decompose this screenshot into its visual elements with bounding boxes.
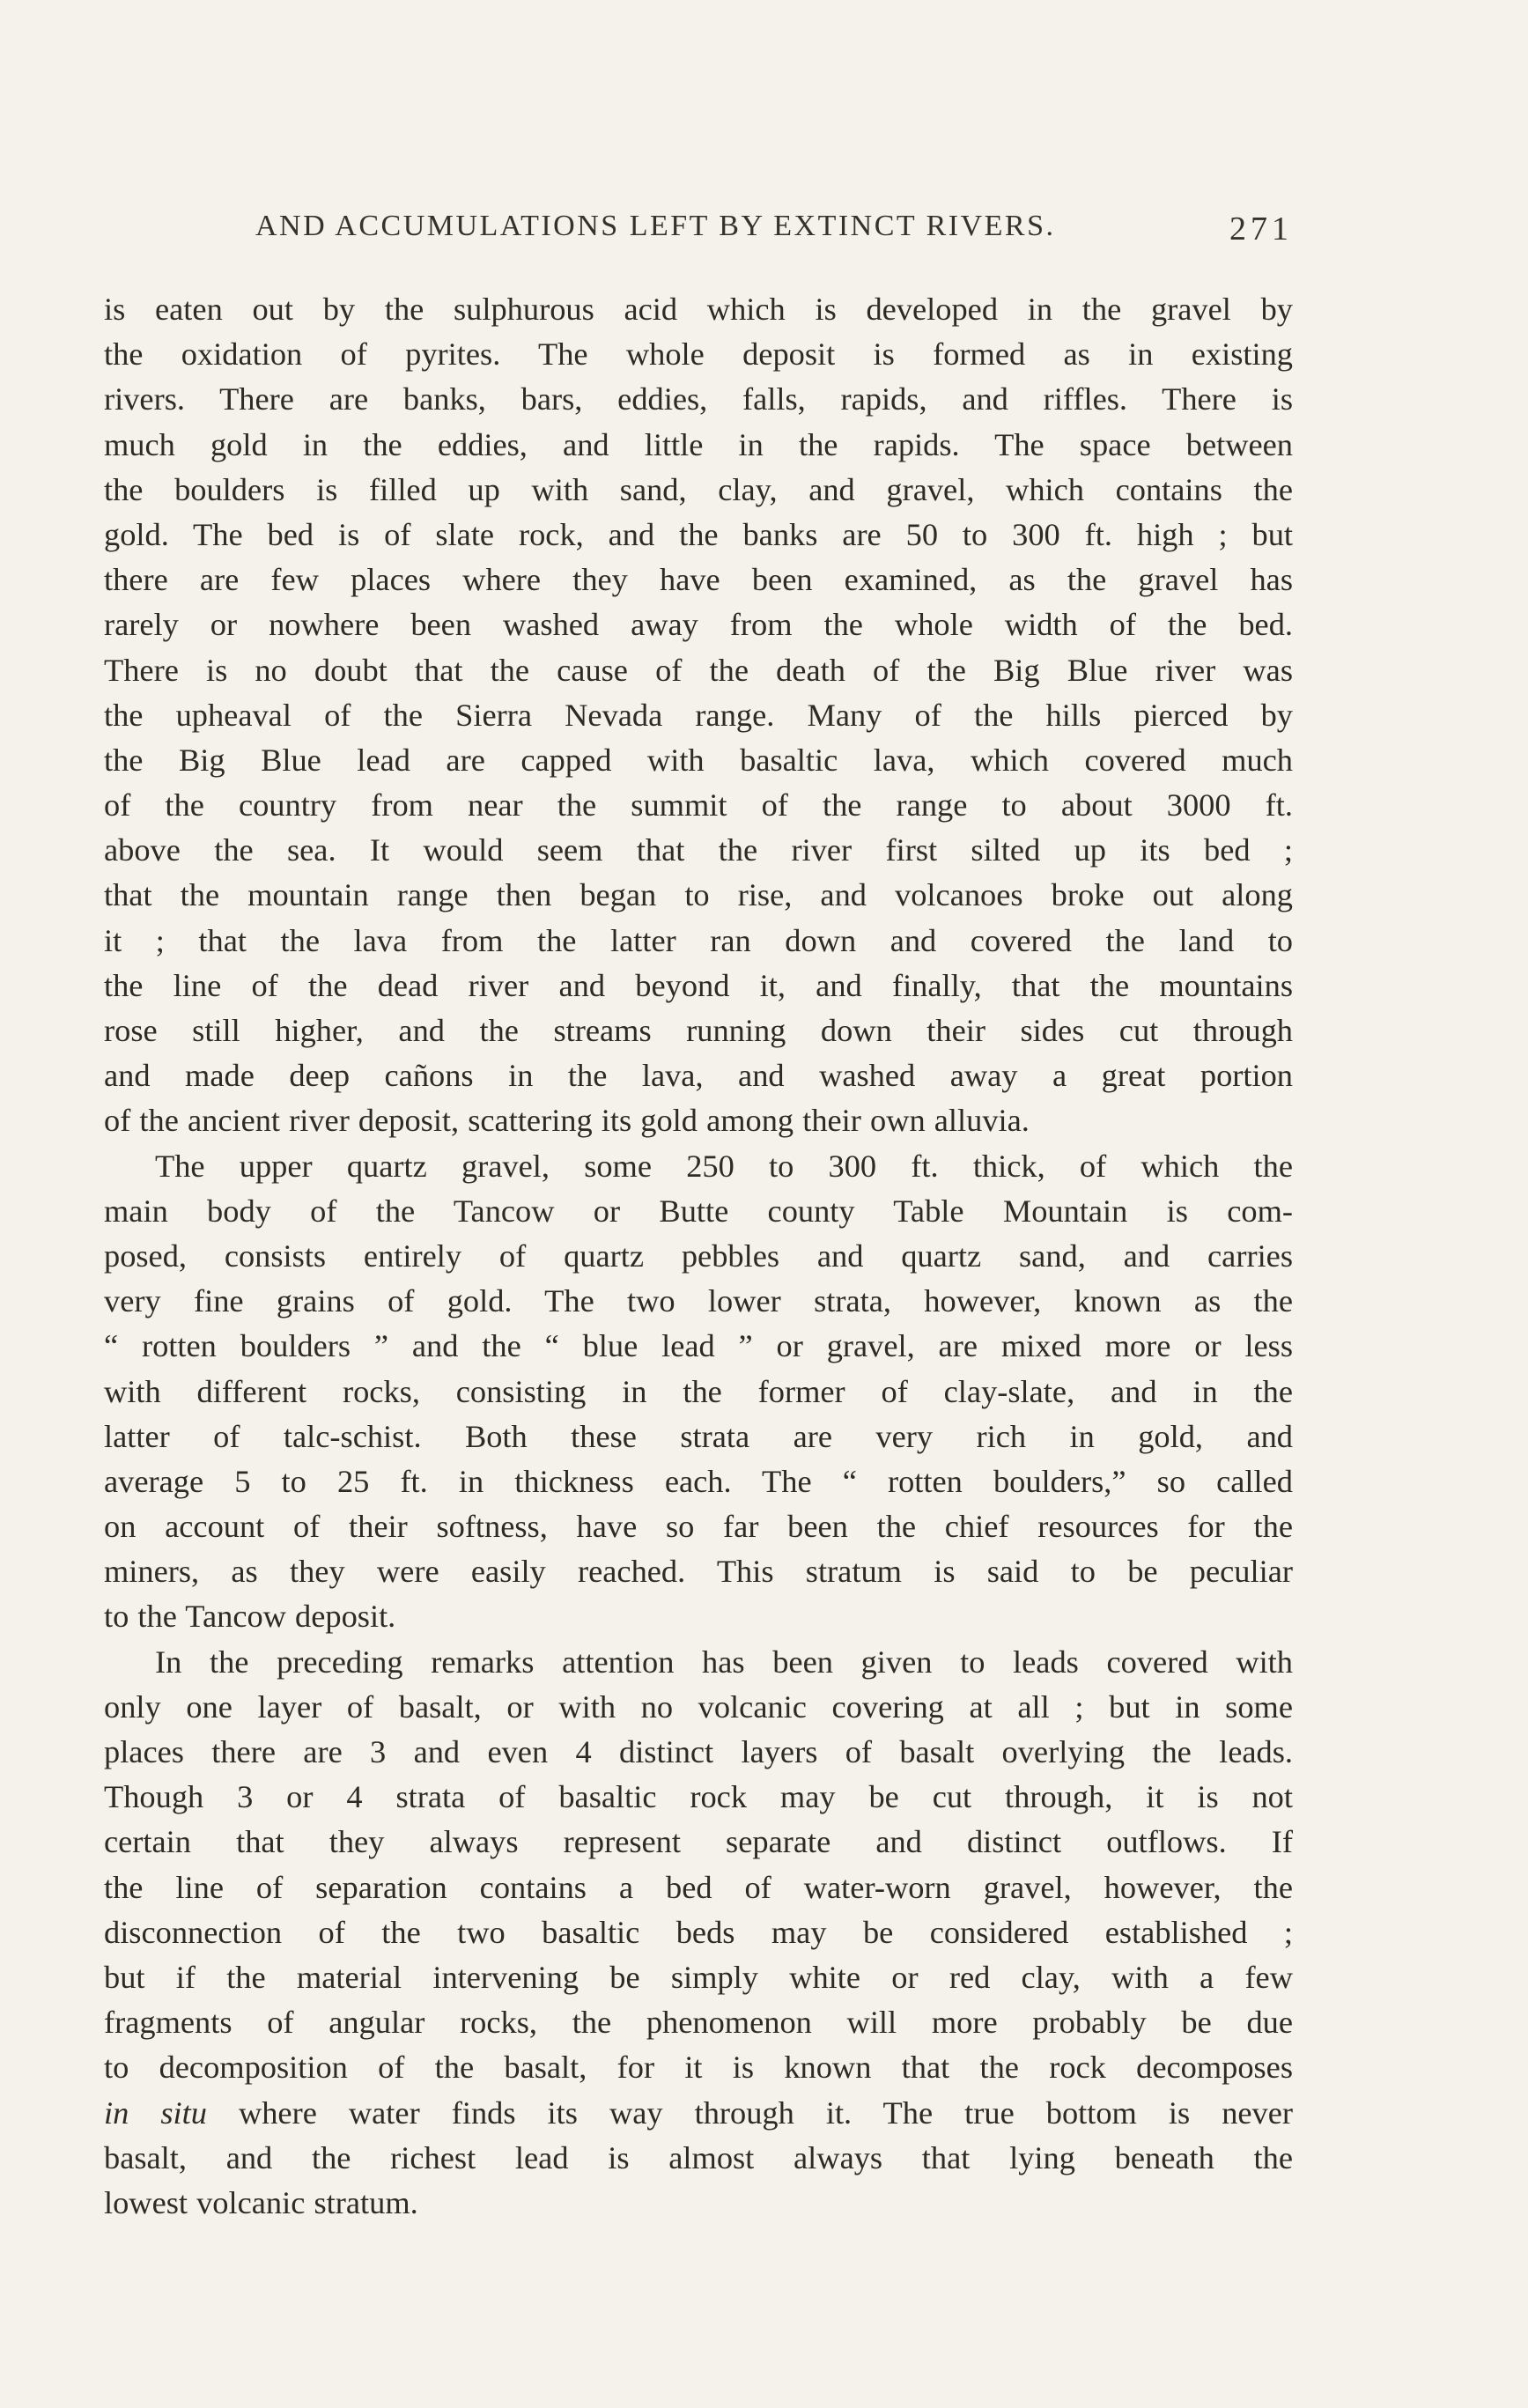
text-line: The upper quartz gravel, some 250 to 300 ft. thick, of which the [155,1148,1293,1184]
text-line: to the Tancow deposit. [104,1599,396,1635]
text-line: that the mountain range then began to rise, and volcanoes broke out along [104,877,1293,913]
text-line: fragments of angular rocks, the phenomenon will more probably be due [104,2005,1293,2041]
text-line: the upheaval of the Sierra Nevada range. Many of the hills pierced by [104,697,1293,733]
text-line: In the preceding remarks attention has been given to leads covered with [155,1643,1293,1680]
text-line: “ rotten boulders ” and the “ blue lead ” or gravel, are mixed more or less [104,1328,1293,1364]
text-line: the line of separation contains a bed of water-worn gravel, however, the [104,1869,1293,1905]
text-line: lowest volcanic stratum. [104,2184,418,2220]
text-line: average 5 to 25 ft. in thickness each. The “ rotten boulders,” so called [104,1463,1293,1499]
text-line: it ; that the lava from the latter ran down and covered the land to [104,922,1293,958]
text-line: there are few places where they have been examined, as the gravel has [104,562,1293,598]
text-line: the oxidation of pyrites. The whole deposit is formed as in existing [104,336,1293,373]
text-line: main body of the Tancow or Butte county Table Mountain is com- [104,1193,1293,1229]
page-number: 271 [1229,211,1293,247]
text-line: the Big Blue lead are capped with basaltic lava, which covered much [104,742,1293,778]
italic-phrase: in situ [104,2094,207,2131]
text-line: much gold in the eddies, and little in the rapids. The space between [104,426,1293,462]
running-title: AND ACCUMULATIONS LEFT BY EXTINCT RIVERS. [255,210,1056,242]
text-line: on account of their softness, have so far been the chief resources for the [104,1509,1293,1545]
paragraph-1 [104,287,1293,1144]
text-line: certain that they always represent separate and distinct outflows. If [104,1824,1293,1860]
text-line: posed, consists entirely of quartz pebbles and quartz sand, and carries [104,1237,1293,1274]
text-line: of the country from near the summit of the range to about 3000 ft. [104,787,1293,824]
text-line: the boulders is filled up with sand, clay, and gravel, which contains the [104,471,1293,507]
text-line: is eaten out by the sulphurous acid which is developed in the gravel by [104,292,1293,327]
paragraph-3 [104,1640,1293,2226]
text-line: places there are 3 and even 4 distinct layers of basalt overlying the leads. [104,1734,1293,1769]
text-line: rivers. There are banks, bars, eddies, falls, rapids, and riffles. There is [104,381,1293,417]
text-line: very fine grains of gold. The two lower strata, however, known as the [104,1283,1293,1319]
text-line: above the sea. It would seem that the river first silted up its bed ; [104,832,1293,868]
text-line: gold. The bed is of slate rock, and the banks are 50 to 300 ft. high ; but [104,516,1293,552]
text-line: rarely or nowhere been washed away from the whole width of the bed. [104,607,1293,643]
text-line-rest: where water finds its way through it. The true bottom is never [206,2094,1294,2131]
text-line: disconnection of the two basaltic beds may be considered established ; [104,1914,1293,1950]
text-line: the line of the dead river and beyond it, and finally, that the mountains [104,967,1293,1003]
text-line: and made deep cañons in the lava, and washed away a great portion [104,1058,1293,1094]
paragraph-2 [104,1144,1293,1640]
text-line: rose still higher, and the streams running down their sides cut through [104,1013,1293,1048]
running-head [104,210,1293,254]
text-line: latter of talc-schist. Both these strata are very rich in gold, and [104,1418,1293,1454]
text-line: There is no doubt that the cause of the death of the Big Blue river was [104,652,1293,688]
text-line: but if the material intervening be simply white or red clay, with a few [104,1959,1293,1995]
text-line: miners, as they were easily reached. This stratum is said to be peculiar [104,1554,1293,1590]
text-line: of the ancient river deposit, scattering its gold among their own alluvia. [104,1103,1030,1139]
text-line: to decomposition of the basalt, for it is known that the rock decomposes [104,2050,1293,2086]
text-line: only one layer of basalt, or with no volcanic covering at all ; but in some [104,1688,1293,1725]
text-line: Though 3 or 4 strata of basaltic rock may be cut through, it is not [104,1779,1293,1815]
text-line-italic [104,2091,1293,2136]
body-text [104,287,1293,2226]
text-line: basalt, and the richest lead is almost always that lying beneath the [104,2139,1293,2175]
text-line: with different rocks, consisting in the former of clay-slate, and in the [104,1373,1293,1409]
